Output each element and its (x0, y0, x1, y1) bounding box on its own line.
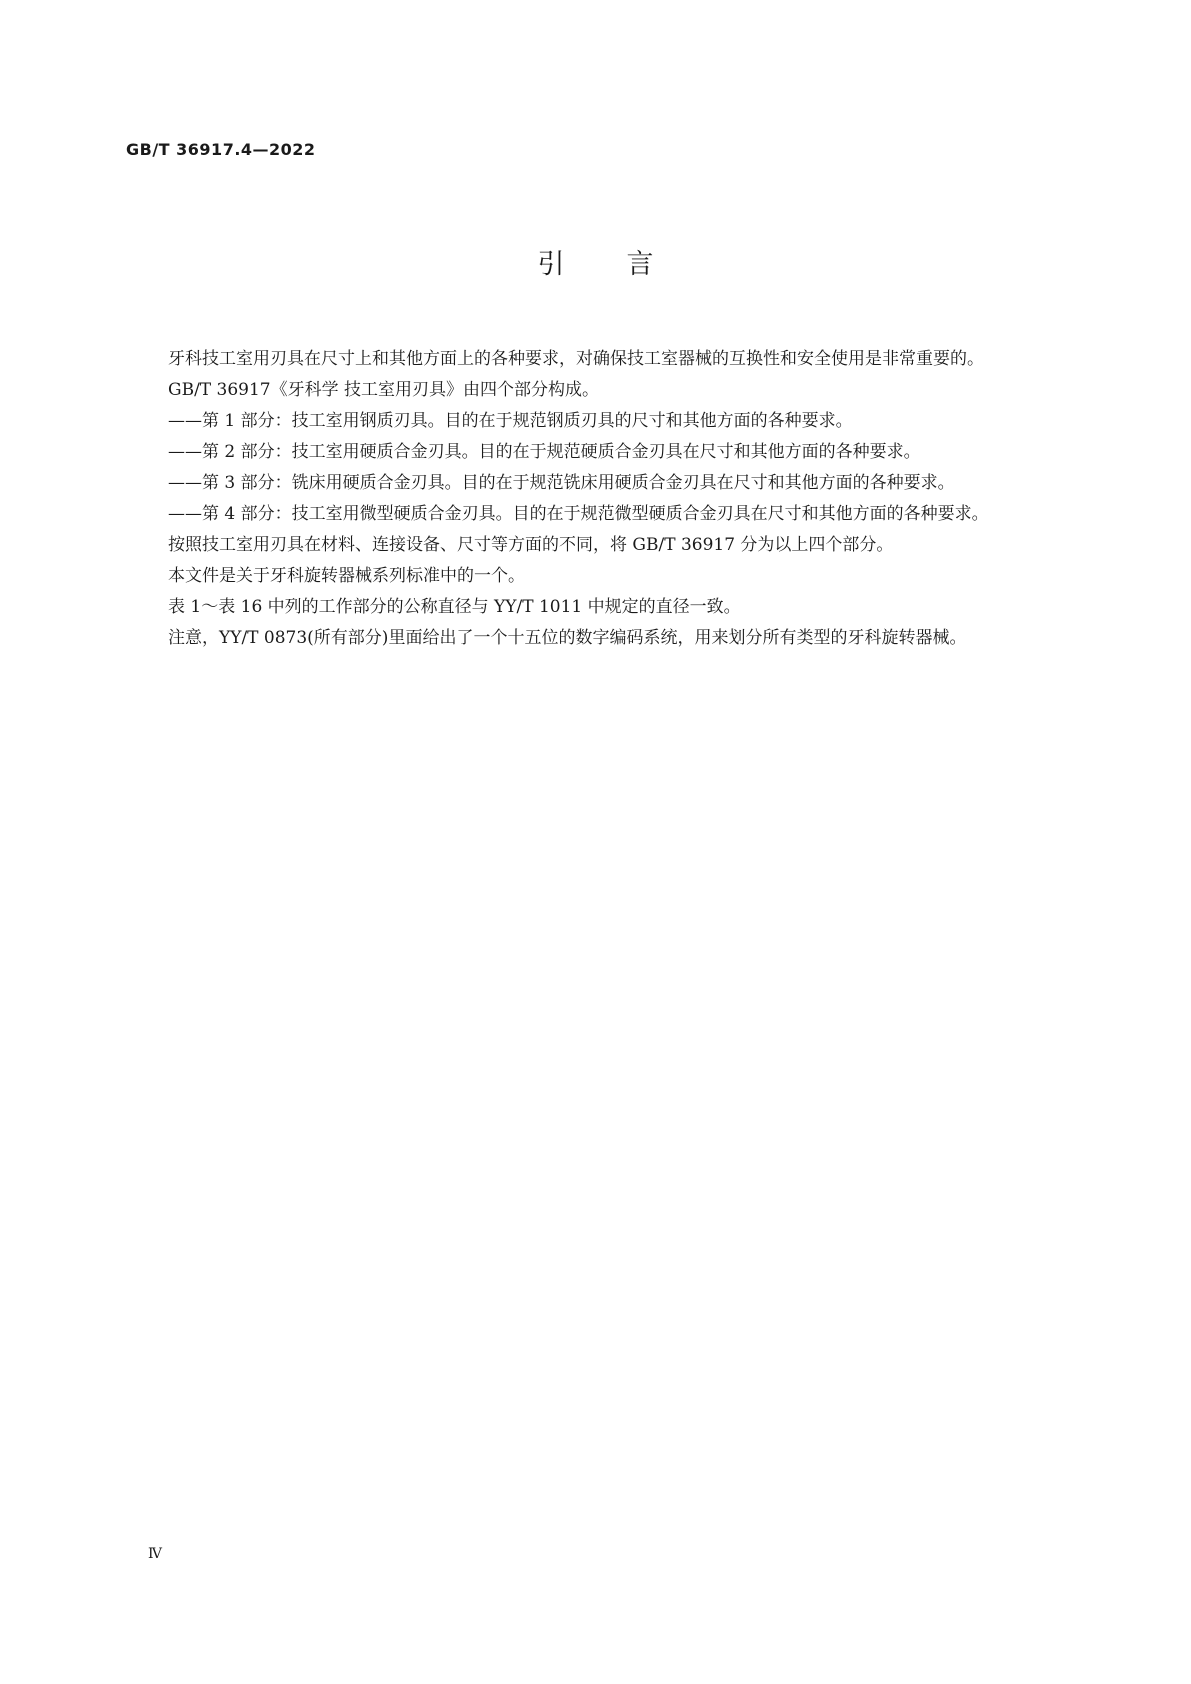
paragraph-diameter: 表 1～表 16 中列的工作部分的公称直径与 YY/T 1011 中规定的直径一致。 (168, 597, 741, 617)
page-number: Ⅳ (148, 1546, 162, 1562)
list-item-part-2: ——第 2 部分：技工室用硬质合金刃具。目的在于规范硬质合金刃具在尺寸和其他方面的各种要求。 (168, 442, 921, 462)
page-title: 引言 (537, 249, 716, 280)
introduction-body (126, 344, 1049, 654)
list-item-part-1: ——第 1 部分：技工室用钢质刃具。目的在于规范钢质刃具的尺寸和其他方面的各种要求。 (168, 411, 853, 431)
paragraph-series: 本文件是关于牙科旋转器械系列标准中的一个。 (168, 566, 525, 586)
list-item-part-3: ——第 3 部分：铣床用硬质合金刃具。目的在于规范铣床用硬质合金刃具在尺寸和其他方面的各种要求。 (168, 473, 955, 493)
paragraph-parts: GB/T 36917《牙科学 技工室用刃具》由四个部分构成。 (168, 380, 600, 400)
document-code: GB/T 36917.4—2022 (126, 140, 316, 159)
list-item-part-4: ——第 4 部分：技工室用微型硬质合金刃具。目的在于规范微型硬质合金刃具在尺寸和其他方面的各种要求。 (168, 504, 989, 524)
paragraph-intro: 牙科技工室用刃具在尺寸上和其他方面上的各种要求，对确保技工室器械的互换性和安全使用是非常重要的。 (168, 349, 984, 369)
paragraph-note: 注意，YY/T 0873(所有部分)里面给出了一个十五位的数字编码系统，用来划分所有类型的牙科旋转器械。 (168, 628, 967, 648)
paragraph-division: 按照技工室用刃具在材料、连接设备、尺寸等方面的不同，将 GB/T 36917 分为以上四个部分。 (168, 535, 894, 555)
